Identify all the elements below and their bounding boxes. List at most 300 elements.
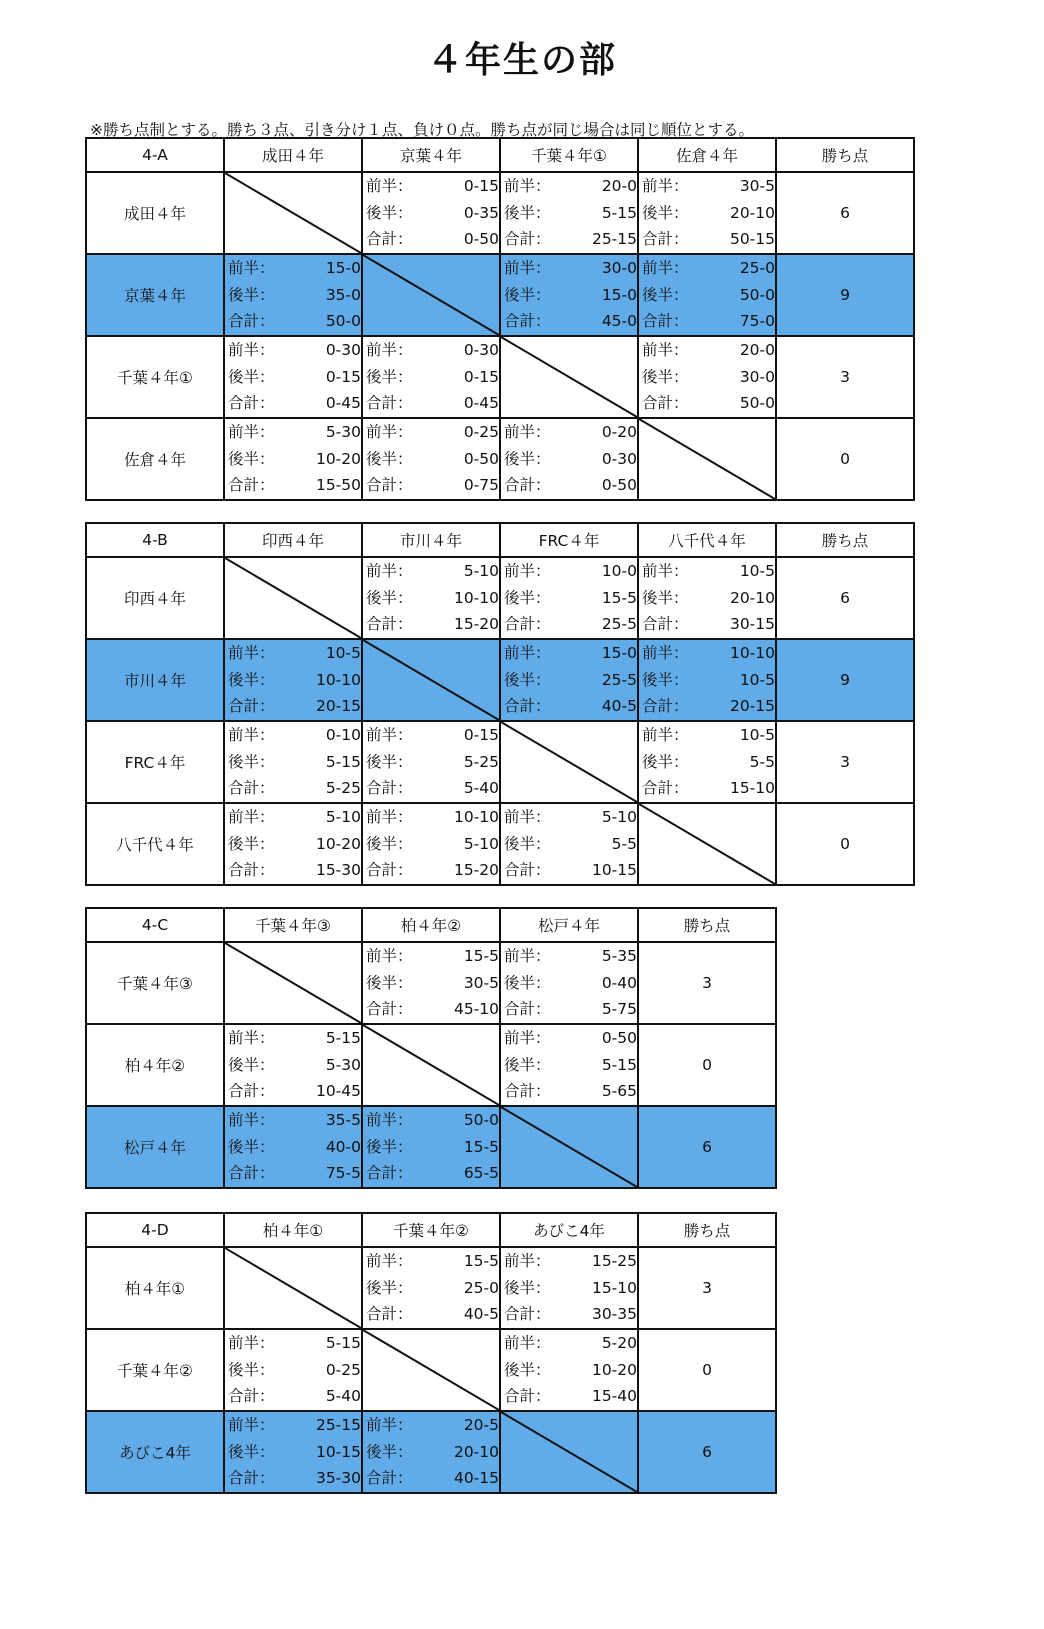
total-line <box>639 611 775 638</box>
points-cell: 0 <box>776 803 914 885</box>
first-half-score: 30-5 <box>739 177 775 196</box>
second-half-score: 20-10 <box>729 203 775 222</box>
match-score-cell <box>362 557 500 639</box>
diagonal-line <box>501 337 637 417</box>
first-half-line <box>363 173 499 200</box>
total-label: 合計： <box>504 476 551 495</box>
second-half-label: 後半： <box>228 752 275 771</box>
total-label: 合計： <box>642 394 689 413</box>
first-half-score: 15-5 <box>463 947 499 966</box>
first-half-line <box>501 1025 637 1052</box>
match-score-cell <box>362 172 500 254</box>
row-team-name: 千葉４年② <box>86 1329 224 1411</box>
match-score-cell <box>362 721 500 803</box>
match-score-cell <box>224 803 362 885</box>
first-half-score: 5-10 <box>325 808 361 827</box>
total-line <box>225 1078 361 1105</box>
first-half-score: 5-15 <box>325 1334 361 1353</box>
first-half-line <box>363 1412 499 1439</box>
second-half-score: 5-15 <box>601 1055 637 1074</box>
self-match-diagonal-cell <box>224 557 362 639</box>
second-half-line <box>225 831 361 858</box>
second-half-label: 後半： <box>642 588 689 607</box>
second-half-label: 後半： <box>504 973 551 992</box>
second-half-line <box>501 585 637 612</box>
first-half-line <box>639 722 775 749</box>
diagonal-line <box>225 1248 361 1328</box>
first-half-label: 前半： <box>228 644 275 663</box>
second-half-score: 20-10 <box>453 1442 499 1461</box>
total-line <box>501 693 637 720</box>
second-half-label: 後半： <box>504 670 551 689</box>
diagonal-line <box>363 255 499 335</box>
second-half-line <box>501 200 637 227</box>
first-half-label: 前半： <box>228 1029 275 1048</box>
second-half-line <box>363 585 499 612</box>
first-half-label: 前半： <box>642 341 689 360</box>
second-half-score: 10-20 <box>315 449 361 468</box>
first-half-score: 20-0 <box>739 341 775 360</box>
column-team-name: 千葉４年① <box>500 138 638 172</box>
first-half-label: 前半： <box>504 644 551 663</box>
second-half-label: 後半： <box>504 1055 551 1074</box>
match-score-cell <box>638 639 776 721</box>
match-score-cell <box>224 1329 362 1411</box>
first-half-score: 15-25 <box>591 1252 637 1271</box>
total-line <box>363 857 499 884</box>
first-half-score: 5-20 <box>601 1334 637 1353</box>
match-score-cell <box>362 803 500 885</box>
second-half-score: 0-50 <box>463 449 499 468</box>
match-score-cell <box>362 1411 500 1493</box>
first-half-label: 前半： <box>504 423 551 442</box>
first-half-line <box>225 804 361 831</box>
column-team-name: 京葉４年 <box>362 138 500 172</box>
first-half-line <box>225 419 361 446</box>
match-score-cell <box>224 336 362 418</box>
first-half-line <box>225 1025 361 1052</box>
diagonal-line <box>225 558 361 638</box>
second-half-label: 後半： <box>366 367 413 386</box>
first-half-score: 0-30 <box>463 341 499 360</box>
total-label: 合計： <box>228 1387 275 1406</box>
total-score: 0-75 <box>463 476 499 495</box>
match-score-cell <box>638 721 776 803</box>
self-match-diagonal-cell <box>500 1411 638 1493</box>
total-label: 合計： <box>366 779 413 798</box>
second-half-label: 後半： <box>228 1137 275 1156</box>
second-half-line <box>363 364 499 391</box>
total-line <box>501 1301 637 1328</box>
total-label: 合計： <box>228 861 275 880</box>
second-half-score: 0-15 <box>325 367 361 386</box>
second-half-score: 5-10 <box>463 834 499 853</box>
total-score: 15-20 <box>453 861 499 880</box>
first-half-label: 前半： <box>228 1111 275 1130</box>
second-half-label: 後半： <box>228 834 275 853</box>
second-half-score: 5-15 <box>325 752 361 771</box>
first-half-line <box>363 722 499 749</box>
total-score: 25-15 <box>591 230 637 249</box>
first-half-line <box>225 1107 361 1134</box>
table-header-row <box>86 523 914 557</box>
total-label: 合計： <box>504 861 551 880</box>
total-score: 0-45 <box>463 394 499 413</box>
total-label: 合計： <box>504 230 551 249</box>
first-half-label: 前半： <box>366 1416 413 1435</box>
second-half-label: 後半： <box>504 588 551 607</box>
second-half-line <box>639 667 775 694</box>
total-label: 合計： <box>504 697 551 716</box>
second-half-label: 後半： <box>642 752 689 771</box>
total-score: 50-0 <box>739 394 775 413</box>
column-team-name: 八千代４年 <box>638 523 776 557</box>
self-match-diagonal-cell <box>362 1329 500 1411</box>
second-half-score: 0-30 <box>601 449 637 468</box>
total-label: 合計： <box>228 394 275 413</box>
first-half-line <box>639 173 775 200</box>
total-label: 合計： <box>366 476 413 495</box>
match-score-cell <box>500 1247 638 1329</box>
first-half-label: 前半： <box>228 259 275 278</box>
total-score: 5-65 <box>601 1082 637 1101</box>
row-team-name: 千葉４年③ <box>86 942 224 1024</box>
second-half-score: 25-0 <box>463 1278 499 1297</box>
total-score: 5-75 <box>601 1000 637 1019</box>
second-half-score: 50-0 <box>739 285 775 304</box>
total-line <box>501 996 637 1023</box>
first-half-line <box>501 640 637 667</box>
points-cell: 3 <box>638 942 776 1024</box>
points-cell: 6 <box>638 1106 776 1188</box>
total-line <box>639 308 775 335</box>
points-cell: 3 <box>776 336 914 418</box>
points-cell: 9 <box>776 639 914 721</box>
match-score-cell <box>638 557 776 639</box>
points-cell: 6 <box>776 172 914 254</box>
table-row <box>86 639 914 721</box>
first-half-label: 前半： <box>504 259 551 278</box>
total-line <box>363 1465 499 1492</box>
row-team-name: あびこ4年 <box>86 1411 224 1493</box>
second-half-line <box>501 282 637 309</box>
group-id-cell: 4-A <box>86 138 224 172</box>
first-half-label: 前半： <box>642 726 689 745</box>
self-match-diagonal-cell <box>500 1106 638 1188</box>
first-half-score: 25-15 <box>315 1416 361 1435</box>
second-half-label: 後半： <box>642 203 689 222</box>
column-team-name: 松戸４年 <box>500 908 638 942</box>
second-half-label: 後半： <box>504 285 551 304</box>
total-score: 0-50 <box>463 230 499 249</box>
first-half-line <box>639 255 775 282</box>
row-team-name: FRC４年 <box>86 721 224 803</box>
second-half-label: 後半： <box>228 285 275 304</box>
total-line <box>363 226 499 253</box>
second-half-score: 10-5 <box>739 670 775 689</box>
second-half-label: 後半： <box>228 367 275 386</box>
second-half-score: 40-0 <box>325 1137 361 1156</box>
second-half-label: 後半： <box>228 449 275 468</box>
total-label: 合計： <box>228 1469 275 1488</box>
first-half-score: 10-5 <box>739 562 775 581</box>
first-half-line <box>501 1330 637 1357</box>
column-team-name: 千葉４年③ <box>224 908 362 942</box>
first-half-score: 5-35 <box>601 947 637 966</box>
table-header-row <box>86 1213 776 1247</box>
table-row <box>86 418 914 500</box>
second-half-line <box>639 364 775 391</box>
first-half-line <box>363 804 499 831</box>
first-half-line <box>225 722 361 749</box>
group-id-cell: 4-D <box>86 1213 224 1247</box>
total-line <box>501 611 637 638</box>
total-line <box>225 308 361 335</box>
first-half-label: 前半： <box>504 808 551 827</box>
table-row <box>86 254 914 336</box>
total-score: 15-40 <box>591 1387 637 1406</box>
match-score-cell <box>500 418 638 500</box>
second-half-line <box>225 446 361 473</box>
second-half-label: 後半： <box>366 449 413 468</box>
table-row <box>86 1329 776 1411</box>
total-label: 合計： <box>504 1387 551 1406</box>
first-half-line <box>363 943 499 970</box>
total-line <box>639 390 775 417</box>
league-table-4-A <box>85 137 915 501</box>
second-half-label: 後半： <box>366 1442 413 1461</box>
second-half-line <box>639 749 775 776</box>
total-line <box>501 1078 637 1105</box>
total-line <box>225 1160 361 1187</box>
table-row <box>86 721 914 803</box>
first-half-score: 0-25 <box>463 423 499 442</box>
points-cell: 6 <box>776 557 914 639</box>
second-half-label: 後半： <box>504 1360 551 1379</box>
second-half-label: 後半： <box>228 670 275 689</box>
second-half-line <box>363 200 499 227</box>
first-half-line <box>363 1107 499 1134</box>
total-label: 合計： <box>642 697 689 716</box>
first-half-line <box>501 943 637 970</box>
match-score-cell <box>224 1024 362 1106</box>
total-score: 35-30 <box>315 1469 361 1488</box>
second-half-line <box>225 749 361 776</box>
first-half-line <box>639 558 775 585</box>
first-half-score: 5-10 <box>601 808 637 827</box>
points-cell: 0 <box>638 1024 776 1106</box>
first-half-score: 10-10 <box>729 644 775 663</box>
second-half-line <box>363 1275 499 1302</box>
second-half-line <box>363 1134 499 1161</box>
diagonal-line <box>225 943 361 1023</box>
second-half-score: 10-20 <box>315 834 361 853</box>
total-line <box>225 857 361 884</box>
column-team-name: 成田４年 <box>224 138 362 172</box>
second-half-score: 10-10 <box>315 670 361 689</box>
total-line <box>225 472 361 499</box>
table-row <box>86 1024 776 1106</box>
self-match-diagonal-cell <box>638 803 776 885</box>
match-score-cell <box>224 1411 362 1493</box>
first-half-line <box>363 419 499 446</box>
second-half-label: 後半： <box>642 285 689 304</box>
total-label: 合計： <box>228 779 275 798</box>
match-score-cell <box>224 254 362 336</box>
total-score: 75-0 <box>739 312 775 331</box>
table-row <box>86 1411 776 1493</box>
total-label: 合計： <box>642 230 689 249</box>
first-half-label: 前半： <box>228 726 275 745</box>
total-score: 15-20 <box>453 615 499 634</box>
diagonal-line <box>501 1412 637 1492</box>
second-half-label: 後半： <box>366 203 413 222</box>
table-header-row <box>86 908 776 942</box>
row-team-name: 松戸４年 <box>86 1106 224 1188</box>
match-score-cell <box>500 803 638 885</box>
first-half-label: 前半： <box>366 562 413 581</box>
first-half-line <box>363 337 499 364</box>
column-team-name: あびこ4年 <box>500 1213 638 1247</box>
total-line <box>501 857 637 884</box>
first-half-score: 0-15 <box>463 726 499 745</box>
row-team-name: 市川４年 <box>86 639 224 721</box>
total-label: 合計： <box>504 312 551 331</box>
total-score: 40-5 <box>601 697 637 716</box>
diagonal-line <box>501 1107 637 1187</box>
total-score: 45-10 <box>453 1000 499 1019</box>
first-half-label: 前半： <box>228 1416 275 1435</box>
total-label: 合計： <box>228 312 275 331</box>
second-half-score: 35-0 <box>325 285 361 304</box>
total-line <box>363 996 499 1023</box>
table-row <box>86 1106 776 1188</box>
match-score-cell <box>500 1024 638 1106</box>
match-score-cell <box>500 639 638 721</box>
first-half-score: 10-5 <box>739 726 775 745</box>
points-cell: 0 <box>638 1329 776 1411</box>
column-team-name: 佐倉４年 <box>638 138 776 172</box>
total-line <box>363 611 499 638</box>
first-half-line <box>501 173 637 200</box>
group-id-cell: 4-B <box>86 523 224 557</box>
total-score: 45-0 <box>601 312 637 331</box>
first-half-score: 20-5 <box>463 1416 499 1435</box>
total-label: 合計： <box>504 615 551 634</box>
second-half-score: 5-30 <box>325 1055 361 1074</box>
match-score-cell <box>224 418 362 500</box>
total-score: 0-45 <box>325 394 361 413</box>
first-half-label: 前半： <box>228 341 275 360</box>
first-half-label: 前半： <box>642 644 689 663</box>
total-line <box>501 1383 637 1410</box>
total-label: 合計： <box>504 1000 551 1019</box>
match-score-cell <box>224 639 362 721</box>
self-match-diagonal-cell <box>224 942 362 1024</box>
second-half-line <box>501 970 637 997</box>
second-half-line <box>225 282 361 309</box>
points-header-cell: 勝ち点 <box>776 523 914 557</box>
first-half-score: 25-0 <box>739 259 775 278</box>
second-half-label: 後半： <box>366 973 413 992</box>
total-label: 合計： <box>228 1082 275 1101</box>
second-half-score: 15-10 <box>591 1278 637 1297</box>
total-label: 合計： <box>504 1305 551 1324</box>
points-cell: 3 <box>776 721 914 803</box>
total-line <box>501 472 637 499</box>
diagonal-line <box>639 419 775 499</box>
first-half-line <box>501 804 637 831</box>
first-half-line <box>225 337 361 364</box>
total-score: 30-35 <box>591 1305 637 1324</box>
first-half-label: 前半： <box>366 341 413 360</box>
match-score-cell <box>500 942 638 1024</box>
match-score-cell <box>638 336 776 418</box>
second-half-line <box>225 1439 361 1466</box>
row-team-name: 京葉４年 <box>86 254 224 336</box>
column-team-name: 柏４年② <box>362 908 500 942</box>
match-score-cell <box>638 254 776 336</box>
second-half-line <box>363 1439 499 1466</box>
match-score-cell <box>362 942 500 1024</box>
total-line <box>225 775 361 802</box>
total-line <box>501 308 637 335</box>
first-half-label: 前半： <box>504 1029 551 1048</box>
first-half-score: 10-10 <box>453 808 499 827</box>
first-half-score: 0-20 <box>601 423 637 442</box>
table-row <box>86 172 914 254</box>
first-half-line <box>639 337 775 364</box>
total-label: 合計： <box>366 615 413 634</box>
total-label: 合計： <box>642 615 689 634</box>
second-half-score: 25-5 <box>601 670 637 689</box>
second-half-label: 後半： <box>366 1278 413 1297</box>
match-score-cell <box>224 1106 362 1188</box>
total-score: 30-15 <box>729 615 775 634</box>
first-half-line <box>501 255 637 282</box>
second-half-score: 5-5 <box>749 752 775 771</box>
total-line <box>639 226 775 253</box>
total-score: 75-5 <box>325 1164 361 1183</box>
first-half-score: 20-0 <box>601 177 637 196</box>
total-label: 合計： <box>504 1082 551 1101</box>
total-line <box>225 1383 361 1410</box>
first-half-label: 前半： <box>366 1252 413 1271</box>
diagonal-line <box>363 1330 499 1410</box>
column-team-name: FRC４年 <box>500 523 638 557</box>
second-half-line <box>225 1052 361 1079</box>
total-line <box>225 1465 361 1492</box>
total-label: 合計： <box>642 779 689 798</box>
table-header-row <box>86 138 914 172</box>
total-label: 合計： <box>366 1305 413 1324</box>
table-row <box>86 942 776 1024</box>
points-header-cell: 勝ち点 <box>638 908 776 942</box>
table-row <box>86 336 914 418</box>
second-half-line <box>363 446 499 473</box>
second-half-label: 後半： <box>228 1442 275 1461</box>
total-line <box>363 1160 499 1187</box>
total-label: 合計： <box>366 1469 413 1488</box>
points-cell: 3 <box>638 1247 776 1329</box>
total-label: 合計： <box>366 861 413 880</box>
total-score: 20-15 <box>315 697 361 716</box>
table-row <box>86 1247 776 1329</box>
total-score: 10-45 <box>315 1082 361 1101</box>
self-match-diagonal-cell <box>638 418 776 500</box>
first-half-score: 5-30 <box>325 423 361 442</box>
first-half-score: 0-10 <box>325 726 361 745</box>
